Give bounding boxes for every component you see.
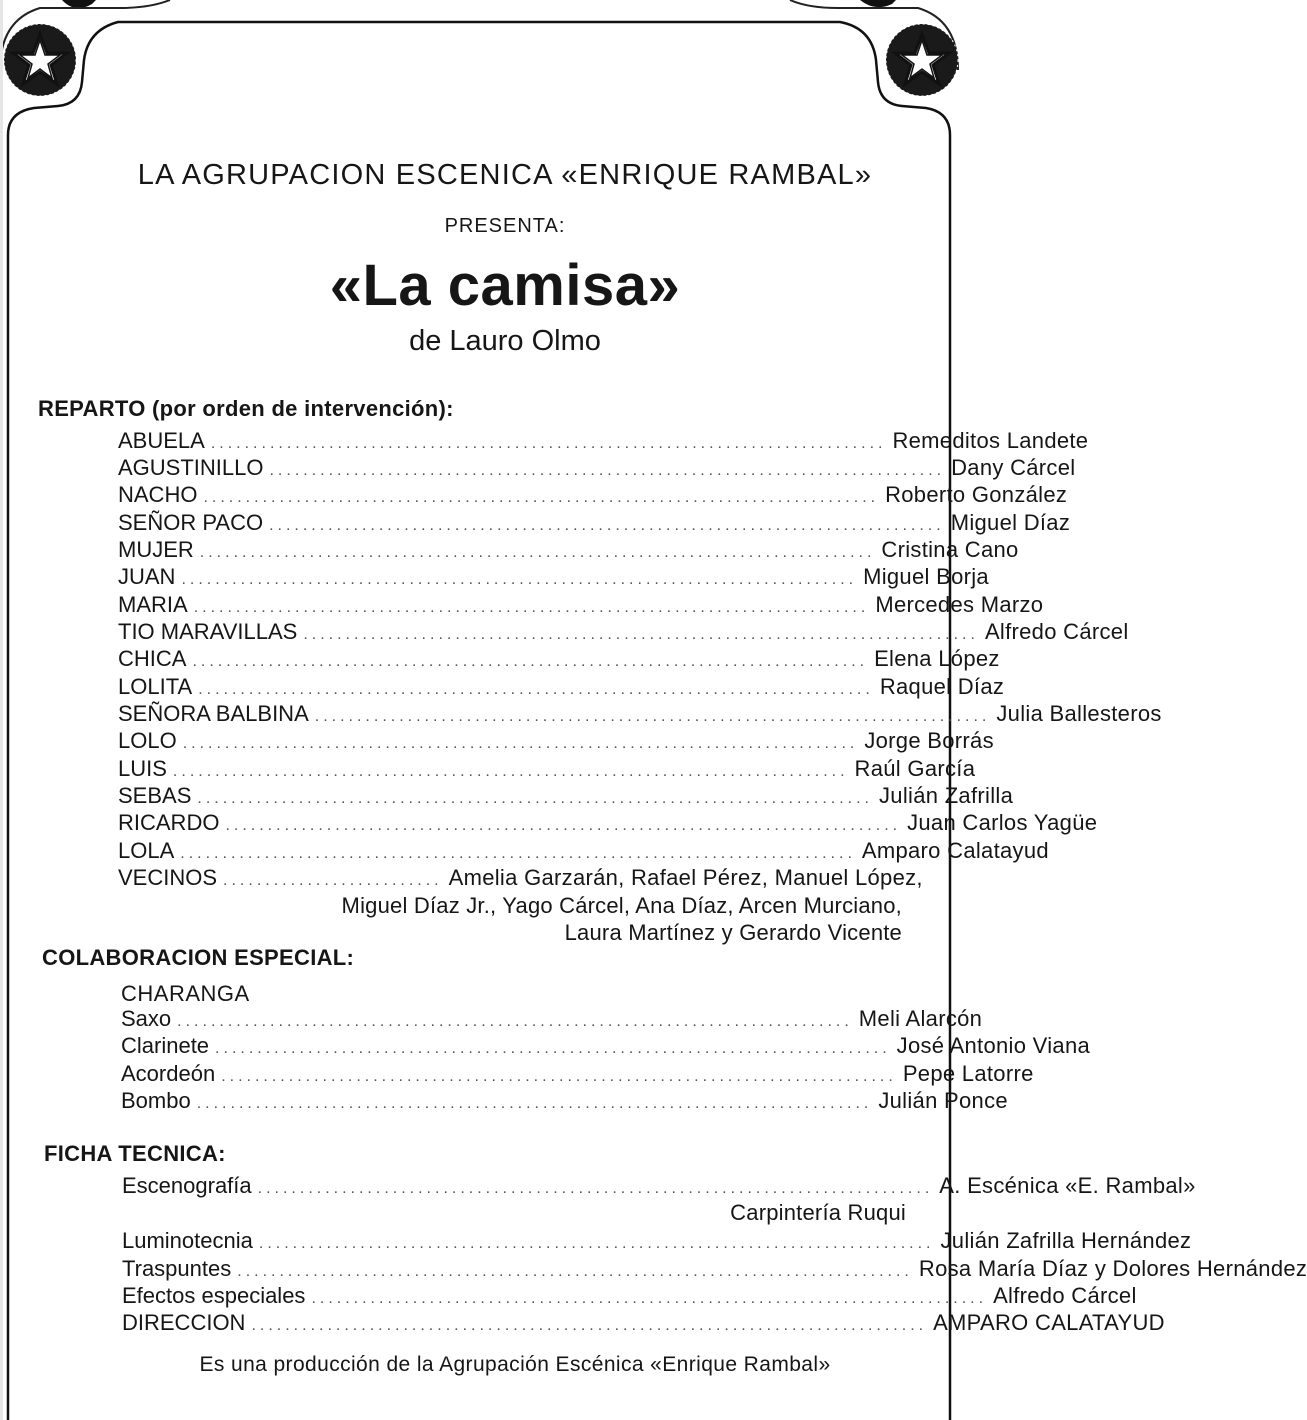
cast-row xyxy=(118,482,1068,509)
credit-name: Rosa María Díaz y Dolores Hernández xyxy=(918,1256,1307,1281)
cast-role: VECINOS xyxy=(118,865,218,890)
credit-role: Traspuntes xyxy=(122,1256,232,1281)
cast-role: LUIS xyxy=(118,756,167,781)
credit-row xyxy=(122,1283,1137,1310)
colaboracion-heading: COLABORACION ESPECIAL: xyxy=(42,945,355,970)
cast-actor: Cristina Cano xyxy=(881,537,1019,562)
cast-role: LOLO xyxy=(118,728,177,753)
dot-leader: ................................................................................ xyxy=(251,1317,928,1334)
star-icon-left xyxy=(2,20,82,100)
cast-actor: Remeditos Landete xyxy=(892,428,1089,453)
cast-actor: Raquel Díaz xyxy=(879,674,1005,699)
dot-leader: ................................................................................ xyxy=(198,681,874,698)
dot-leader: ................................................................................ xyxy=(203,489,880,506)
instrument: Saxo xyxy=(121,1006,172,1031)
cast-role: CHICA xyxy=(118,646,187,671)
cast-row xyxy=(118,756,976,783)
star-icon-right xyxy=(882,18,962,98)
cast-actor: Miguel Díaz xyxy=(950,510,1071,535)
musician: José Antonio Viana xyxy=(896,1033,1091,1058)
credit-row xyxy=(122,1173,1196,1200)
cast-row xyxy=(118,619,1129,646)
cast-actor: Mercedes Marzo xyxy=(875,592,1044,617)
dot-leader: ................................................................................ xyxy=(196,1095,873,1112)
dot-leader: ................................................................................ xyxy=(192,653,869,670)
cast-actor: Miguel Borja xyxy=(863,564,989,589)
dot-leader: ................................................................................ xyxy=(210,435,887,452)
credit-name: Julián Zafrilla Hernández xyxy=(940,1228,1192,1253)
credit-name: A. Escénica «E. Rambal» xyxy=(939,1173,1196,1198)
cast-role: MARIA xyxy=(118,592,188,617)
cast-role: LOLITA xyxy=(118,674,193,699)
dot-leader: ................................................................................ xyxy=(172,763,849,780)
cast-actor: Elena López xyxy=(874,646,1000,671)
dot-leader: ................................................................................ xyxy=(199,544,876,561)
cast-actor: Amparo Calatayud xyxy=(861,838,1049,863)
cast-actor: Amelia Garzarán, Rafael Pérez, Manuel López, xyxy=(448,865,923,890)
dot-leader: ................................................................................ xyxy=(225,817,902,834)
vecinos-continued: Laura Martínez y Gerardo Vicente xyxy=(564,920,902,945)
charanga-label: CHARANGA xyxy=(121,981,250,1006)
cast-role: SEBAS xyxy=(118,783,192,808)
dot-leader: ................................................................................ xyxy=(257,1180,934,1197)
vecinos-continued: Miguel Díaz Jr., Yago Cárcel, Ana Díaz, Arcen Murciano, xyxy=(341,893,902,918)
instrument: Clarinete xyxy=(121,1033,210,1058)
cast-row xyxy=(118,455,1076,482)
cast-row xyxy=(118,865,923,892)
dot-leader: ................................................................................ xyxy=(193,599,870,616)
dot-leader: ................................................................................ xyxy=(314,708,991,725)
presents-label: PRESENTA: xyxy=(444,215,566,237)
dot-leader: ................................................................................ xyxy=(258,1235,935,1252)
credit-role: Efectos especiales xyxy=(122,1283,306,1308)
dot-leader: ................................................................................ xyxy=(269,462,946,479)
cast-actor: Dany Cárcel xyxy=(951,455,1076,480)
dot-leader: ................................................................................ xyxy=(269,517,945,534)
cast-row xyxy=(118,646,1000,673)
cast-actor: Roberto González xyxy=(885,482,1068,507)
dot-leader: ................................................................................ xyxy=(181,571,858,588)
musician-row xyxy=(121,1061,1034,1088)
cast-row xyxy=(118,510,1071,537)
cast-row xyxy=(118,592,1044,619)
musician: Julián Ponce xyxy=(878,1088,1008,1113)
cast-actor: Raúl García xyxy=(854,756,976,781)
credit-role: DIRECCION xyxy=(122,1310,246,1335)
cast-row xyxy=(118,674,1005,701)
reparto-heading: REPARTO (por orden de intervención): xyxy=(38,396,454,421)
dot-leader: ................................................................................ xyxy=(182,735,859,752)
cast-role: MUJER xyxy=(118,537,194,562)
escenografia-continued: Carpintería Ruqui xyxy=(730,1200,906,1225)
cast-role: AGUSTINILLO xyxy=(118,455,264,480)
cast-row xyxy=(118,810,1098,837)
production-footer: Es una producción de la Agrupación Escénica «Enrique Rambal» xyxy=(199,1353,831,1376)
cast-role: TIO MARAVILLAS xyxy=(118,619,298,644)
cast-row xyxy=(118,537,1019,564)
dot-leader: ................................................................................ xyxy=(180,845,856,862)
credit-role: Luminotecnia xyxy=(122,1228,253,1253)
dot-leader: ................................................................................ xyxy=(311,1290,988,1307)
dot-leader: ................................................................................ xyxy=(215,1040,891,1057)
musician-row xyxy=(121,1006,983,1033)
musician: Meli Alarcón xyxy=(858,1006,983,1031)
credit-name: Alfredo Cárcel xyxy=(993,1283,1137,1308)
cast-role: NACHO xyxy=(118,482,198,507)
musician: Pepe Latorre xyxy=(902,1061,1034,1086)
ficha-heading: FICHA TECNICA: xyxy=(44,1141,226,1166)
cast-actor: Julia Ballesteros xyxy=(996,701,1162,726)
cast-role: JUAN xyxy=(118,564,176,589)
cast-row xyxy=(118,838,1049,865)
dot-leader: .......................... xyxy=(223,872,443,889)
cast-role: ABUELA xyxy=(118,428,205,453)
dot-leader: ................................................................................ xyxy=(303,626,979,643)
instrument: Bombo xyxy=(121,1088,191,1113)
cast-row xyxy=(118,783,1014,810)
musician-row xyxy=(121,1088,1008,1115)
credit-row xyxy=(122,1228,1192,1255)
cast-actor: Alfredo Cárcel xyxy=(984,619,1129,644)
play-title: «La camisa» xyxy=(329,253,681,318)
cast-role: SEÑOR PACO xyxy=(118,510,264,535)
dot-leader: ................................................................................ xyxy=(197,790,873,807)
cast-actor: Jorge Borrás xyxy=(864,728,994,753)
cast-actor: Julián Zafrilla xyxy=(879,783,1014,808)
dot-leader: ................................................................................ xyxy=(221,1068,897,1085)
organization-heading: LA AGRUPACION ESCENICA «ENRIQUE RAMBAL» xyxy=(137,159,873,191)
cast-row xyxy=(118,428,1089,455)
cast-actor: Juan Carlos Yagüe xyxy=(907,810,1098,835)
play-author: de Lauro Olmo xyxy=(409,325,601,357)
instrument: Acordeón xyxy=(121,1061,216,1086)
dot-leader: ................................................................................ xyxy=(177,1013,853,1030)
cast-role: LOLA xyxy=(118,838,175,863)
cast-row xyxy=(118,564,989,591)
credit-row xyxy=(122,1256,1307,1283)
credit-role: Escenografía xyxy=(122,1173,252,1198)
dot-leader: ................................................................................ xyxy=(237,1263,913,1280)
cast-role: SEÑORA BALBINA xyxy=(118,701,309,726)
credit-row xyxy=(122,1310,1165,1337)
credit-name: AMPARO CALATAYUD xyxy=(933,1310,1165,1335)
cast-role: RICARDO xyxy=(118,810,220,835)
cast-row xyxy=(118,728,994,755)
musician-row xyxy=(121,1033,1091,1060)
cast-row xyxy=(118,701,1162,728)
